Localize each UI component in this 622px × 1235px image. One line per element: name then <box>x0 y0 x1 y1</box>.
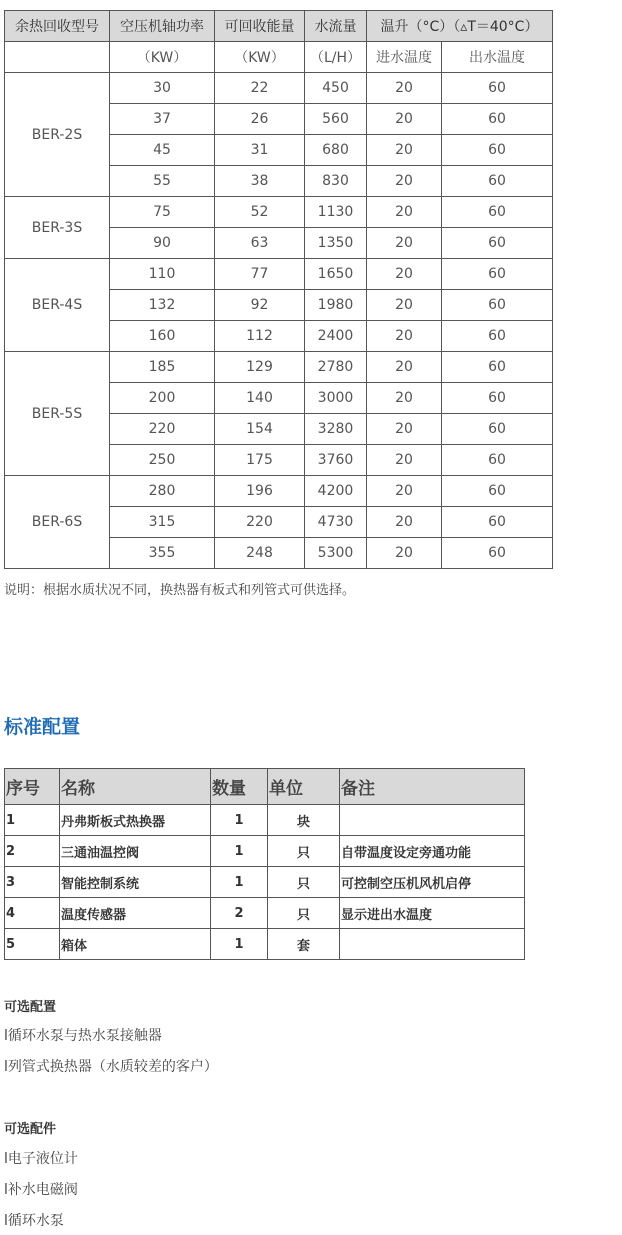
spec-cell-flow: 680 <box>305 135 367 166</box>
config-cell-qty: 1 <box>211 929 268 960</box>
spec-cell-energy: 220 <box>215 507 305 538</box>
spec-cell-outlet-temp: 60 <box>442 166 553 197</box>
spec-cell-outlet-temp: 60 <box>442 445 553 476</box>
config-row <box>5 898 525 929</box>
spec-cell-power: 200 <box>110 383 215 414</box>
spec-cell-flow: 4730 <box>305 507 367 538</box>
optional-config-item <box>4 1025 162 1045</box>
spec-cell-power: 250 <box>110 445 215 476</box>
config-row <box>5 929 525 960</box>
spec-cell-inlet-temp: 20 <box>367 290 442 321</box>
spec-units-energy: （KW） <box>215 42 305 73</box>
optional-parts-item-text: 循环水泵 <box>7 1213 64 1229</box>
spec-cell-inlet-temp: 20 <box>367 352 442 383</box>
spec-cell-energy: 175 <box>215 445 305 476</box>
spec-row <box>5 73 553 104</box>
spec-cell-energy: 196 <box>215 476 305 507</box>
config-cell-index: 1 <box>5 805 60 836</box>
spec-cell-flow: 830 <box>305 166 367 197</box>
spec-cell-flow: 450 <box>305 73 367 104</box>
config-header-row <box>5 769 525 805</box>
config-cell-name: 三通油温控阀 <box>60 836 211 867</box>
spec-cell-outlet-temp: 60 <box>442 135 553 166</box>
config-cell-unit: 只 <box>268 898 340 929</box>
spec-cell-outlet-temp: 60 <box>442 228 553 259</box>
spec-header-row <box>5 11 553 42</box>
spec-model-cell: BER-3S <box>5 197 110 259</box>
config-cell-unit: 只 <box>268 867 340 898</box>
bullet-glyph: l <box>4 1213 8 1229</box>
config-cell-qty: 2 <box>211 898 268 929</box>
spec-cell-energy: 38 <box>215 166 305 197</box>
spec-cell-outlet-temp: 60 <box>442 352 553 383</box>
spec-table <box>4 10 553 569</box>
spec-row <box>5 476 553 507</box>
spec-cell-inlet-temp: 20 <box>367 538 442 569</box>
spec-cell-energy: 248 <box>215 538 305 569</box>
spec-header-temp-rise: 温升（°C）（▵T＝40°C） <box>367 11 553 42</box>
spec-cell-power: 280 <box>110 476 215 507</box>
config-cell-unit: 块 <box>268 805 340 836</box>
spec-cell-inlet-temp: 20 <box>367 476 442 507</box>
optional-parts-item-text: 电子液位计 <box>7 1151 78 1167</box>
spec-header-model: 余热回收型号 <box>5 11 110 42</box>
spec-cell-power: 30 <box>110 73 215 104</box>
optional-parts-item <box>4 1148 78 1168</box>
config-cell-name: 温度传感器 <box>60 898 211 929</box>
spec-cell-flow: 3000 <box>305 383 367 414</box>
spec-model-cell: BER-5S <box>5 352 110 476</box>
optional-config-item-text: 列管式换热器（水质较差的客户） <box>7 1059 218 1075</box>
spec-cell-power: 110 <box>110 259 215 290</box>
spec-cell-flow: 1650 <box>305 259 367 290</box>
spec-cell-inlet-temp: 20 <box>367 507 442 538</box>
spec-cell-energy: 22 <box>215 73 305 104</box>
config-cell-unit: 套 <box>268 929 340 960</box>
spec-units-row <box>5 42 553 73</box>
spec-cell-power: 45 <box>110 135 215 166</box>
spec-cell-flow: 4200 <box>305 476 367 507</box>
spec-cell-inlet-temp: 20 <box>367 445 442 476</box>
spec-cell-inlet-temp: 20 <box>367 259 442 290</box>
spec-cell-outlet-temp: 60 <box>442 383 553 414</box>
spec-header-power: 空压机轴功率 <box>110 11 215 42</box>
spec-cell-inlet-temp: 20 <box>367 197 442 228</box>
spec-header-flow: 水流量 <box>305 11 367 42</box>
spec-units-power: （KW） <box>110 42 215 73</box>
spec-cell-power: 75 <box>110 197 215 228</box>
spec-cell-energy: 52 <box>215 197 305 228</box>
spec-cell-energy: 154 <box>215 414 305 445</box>
spec-cell-power: 315 <box>110 507 215 538</box>
optional-config-item <box>4 1056 218 1076</box>
bullet-glyph: l <box>4 1182 8 1198</box>
optional-parts-item <box>4 1179 78 1199</box>
config-cell-remark: 可控制空压机风机启停 <box>340 867 525 898</box>
config-cell-remark <box>340 805 525 836</box>
config-cell-qty: 1 <box>211 805 268 836</box>
spec-model-cell: BER-6S <box>5 476 110 569</box>
config-header-remark: 备注 <box>340 769 525 805</box>
standard-config-table <box>4 768 525 960</box>
config-header-index: 序号 <box>5 769 60 805</box>
spec-cell-inlet-temp: 20 <box>367 166 442 197</box>
spec-units-model <box>5 42 110 73</box>
config-row <box>5 867 525 898</box>
spec-cell-outlet-temp: 60 <box>442 538 553 569</box>
config-cell-name: 智能控制系统 <box>60 867 211 898</box>
config-cell-remark: 显示进出水温度 <box>340 898 525 929</box>
spec-cell-energy: 92 <box>215 290 305 321</box>
spec-row <box>5 197 553 228</box>
spec-cell-outlet-temp: 60 <box>442 104 553 135</box>
spec-cell-power: 185 <box>110 352 215 383</box>
config-cell-qty: 1 <box>211 867 268 898</box>
spec-cell-energy: 112 <box>215 321 305 352</box>
spec-cell-energy: 26 <box>215 104 305 135</box>
config-cell-index: 5 <box>5 929 60 960</box>
spec-cell-flow: 3760 <box>305 445 367 476</box>
config-table-body <box>5 769 525 960</box>
optional-config-item-text: 循环水泵与热水泵接触器 <box>7 1028 162 1044</box>
spec-table-body <box>5 11 553 569</box>
spec-cell-power: 132 <box>110 290 215 321</box>
config-header-unit: 单位 <box>268 769 340 805</box>
standard-config-title: 标准配置 <box>4 716 81 738</box>
spec-cell-outlet-temp: 60 <box>442 476 553 507</box>
spec-cell-inlet-temp: 20 <box>367 135 442 166</box>
config-cell-unit: 只 <box>268 836 340 867</box>
config-cell-name: 箱体 <box>60 929 211 960</box>
spec-row <box>5 352 553 383</box>
optional-parts-item-text: 补水电磁阀 <box>7 1182 78 1198</box>
spec-cell-outlet-temp: 60 <box>442 321 553 352</box>
config-cell-remark: 自带温度设定旁通功能 <box>340 836 525 867</box>
spec-cell-flow: 1350 <box>305 228 367 259</box>
spec-cell-inlet-temp: 20 <box>367 73 442 104</box>
config-header-name: 名称 <box>60 769 211 805</box>
spec-units-outlet-temp: 出水温度 <box>442 42 553 73</box>
optional-config-title: 可选配置 <box>4 1000 57 1015</box>
spec-cell-flow: 5300 <box>305 538 367 569</box>
config-cell-index: 2 <box>5 836 60 867</box>
optional-parts-title: 可选配件 <box>4 1122 57 1137</box>
spec-cell-power: 55 <box>110 166 215 197</box>
spec-cell-flow: 1980 <box>305 290 367 321</box>
config-header-qty: 数量 <box>211 769 268 805</box>
spec-cell-inlet-temp: 20 <box>367 383 442 414</box>
spec-model-cell: BER-2S <box>5 73 110 197</box>
bullet-glyph: l <box>4 1028 8 1044</box>
spec-cell-power: 90 <box>110 228 215 259</box>
spec-cell-power: 160 <box>110 321 215 352</box>
spec-cell-outlet-temp: 60 <box>442 507 553 538</box>
spec-model-cell: BER-4S <box>5 259 110 352</box>
config-cell-name: 丹弗斯板式热换器 <box>60 805 211 836</box>
spec-cell-power: 37 <box>110 104 215 135</box>
spec-row <box>5 259 553 290</box>
spec-cell-outlet-temp: 60 <box>442 73 553 104</box>
spec-cell-outlet-temp: 60 <box>442 197 553 228</box>
spec-cell-inlet-temp: 20 <box>367 228 442 259</box>
spec-cell-flow: 1130 <box>305 197 367 228</box>
config-row <box>5 805 525 836</box>
spec-note: 说明：根据水质状况不同，换热器有板式和列管式可供选择。 <box>4 583 356 598</box>
spec-cell-energy: 129 <box>215 352 305 383</box>
config-cell-remark <box>340 929 525 960</box>
spec-cell-energy: 140 <box>215 383 305 414</box>
spec-cell-flow: 560 <box>305 104 367 135</box>
spec-units-flow: （L/H） <box>305 42 367 73</box>
spec-header-energy: 可回收能量 <box>215 11 305 42</box>
config-row <box>5 836 525 867</box>
spec-cell-outlet-temp: 60 <box>442 290 553 321</box>
config-cell-qty: 1 <box>211 836 268 867</box>
spec-cell-inlet-temp: 20 <box>367 104 442 135</box>
spec-cell-flow: 2400 <box>305 321 367 352</box>
spec-cell-energy: 77 <box>215 259 305 290</box>
spec-cell-power: 220 <box>110 414 215 445</box>
config-cell-index: 3 <box>5 867 60 898</box>
spec-cell-energy: 63 <box>215 228 305 259</box>
spec-cell-outlet-temp: 60 <box>442 414 553 445</box>
spec-cell-flow: 3280 <box>305 414 367 445</box>
spec-cell-power: 355 <box>110 538 215 569</box>
spec-units-inlet-temp: 进水温度 <box>367 42 442 73</box>
spec-cell-outlet-temp: 60 <box>442 259 553 290</box>
bullet-glyph: l <box>4 1059 8 1075</box>
spec-cell-energy: 31 <box>215 135 305 166</box>
bullet-glyph: l <box>4 1151 8 1167</box>
spec-cell-inlet-temp: 20 <box>367 414 442 445</box>
spec-cell-inlet-temp: 20 <box>367 321 442 352</box>
config-cell-index: 4 <box>5 898 60 929</box>
spec-cell-flow: 2780 <box>305 352 367 383</box>
optional-parts-item <box>4 1210 64 1230</box>
